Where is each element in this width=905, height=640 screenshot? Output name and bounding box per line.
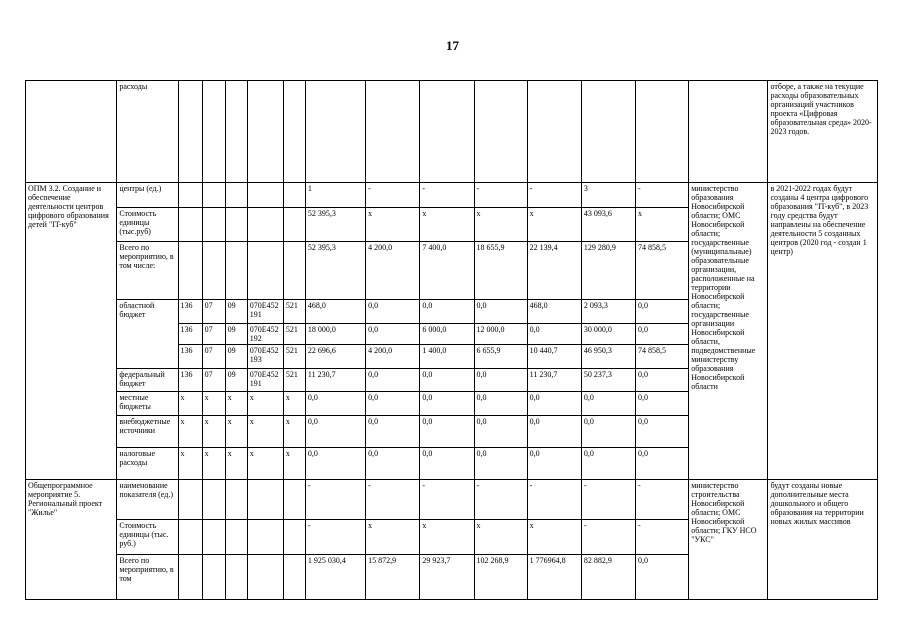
indicator-cell: Стоимость единицы (тыс. руб.)	[117, 520, 178, 555]
value-cell: 0,0	[305, 392, 365, 416]
value-cell: x	[474, 520, 527, 555]
value-cell: 0,0	[474, 392, 527, 416]
value-cell: 468,0	[527, 300, 581, 324]
indicator-cell: Стоимость единицы (тыс.руб)	[117, 208, 178, 242]
kbk-cell: 136	[178, 369, 202, 392]
value-cell: 0,0	[474, 416, 527, 448]
result-cell: в 2021-2022 годах будут созданы 4 центра цифрового образования "IT-куб", в 2023 году средства будут направлены на обеспечение деятельности 5 созданных центров (2020 год - создан 1 центр)	[768, 183, 878, 480]
value-cell: -	[420, 480, 474, 520]
indicator-cell: федеральный бюджет	[117, 369, 178, 392]
kbk-cell: x	[202, 448, 225, 480]
event-name-cell: ОПМ 3.2. Создание и обеспечение деятельности центров цифрового образования детей "IT-куб"	[26, 183, 117, 480]
kbk-cell: 136	[178, 300, 202, 324]
indicator-cell: Всего по мероприятию, в том	[117, 555, 178, 600]
kbk-cell	[202, 520, 225, 555]
kbk-cell: 07	[202, 369, 225, 392]
kbk-cell: 136	[178, 324, 202, 345]
value-cell: 4 200,0	[366, 242, 420, 300]
kbk-cell: 521	[283, 300, 305, 324]
value-cell: 0,0	[636, 555, 689, 600]
value-cell: 0,0	[366, 300, 420, 324]
value-cell: -	[581, 480, 635, 520]
value-cell: 18 000,0	[305, 324, 365, 345]
value-cell: 6 000,0	[420, 324, 474, 345]
value-cell: 11 230,7	[305, 369, 365, 392]
kbk-cell	[225, 183, 247, 208]
value-cell: x	[420, 520, 474, 555]
value-cell: 52 395,3	[305, 242, 365, 300]
value-cell: 0,0	[636, 300, 689, 324]
value-cell: 1 400,0	[420, 345, 474, 369]
value-cell: 18 655,9	[474, 242, 527, 300]
value-cell: 0,0	[636, 448, 689, 480]
value-cell: -	[305, 480, 365, 520]
value-cell: 1 925 030,4	[305, 555, 365, 600]
result-cell: отборе, а также на текущие расходы образовательных организаций участников проекта «Цифровая образовательная среда» 2020-2023 годов.	[768, 81, 878, 183]
value-cell	[581, 81, 635, 183]
executor-cell: министерство образования Новосибирской области; ОМС Новосибирской области; государственные (муниципальные) образовательные организации, расположенные на территории Новосибирской области; государственные организации Новосибирской области, подведомственные министерству образования Новосибирской области	[689, 183, 768, 480]
value-cell: 0,0	[420, 448, 474, 480]
value-cell: 7 400,0	[420, 242, 474, 300]
table-row	[26, 81, 878, 183]
kbk-cell: x	[225, 448, 247, 480]
value-cell: x	[420, 208, 474, 242]
kbk-cell	[202, 183, 225, 208]
value-cell: 82 882,9	[581, 555, 635, 600]
kbk-cell: 07	[202, 324, 225, 345]
value-cell: 0,0	[366, 448, 420, 480]
indicator-cell: налоговые расходы	[117, 448, 178, 480]
kbk-cell: x	[225, 416, 247, 448]
kbk-cell: x	[283, 392, 305, 416]
kbk-cell: 070E452191	[247, 300, 283, 324]
kbk-cell: x	[178, 448, 202, 480]
kbk-cell	[202, 81, 225, 183]
value-cell: 0,0	[366, 324, 420, 345]
indicator-cell: областной бюджет	[117, 300, 178, 369]
kbk-cell: x	[247, 448, 283, 480]
page-number: 17	[446, 38, 459, 53]
value-cell: 10 440,7	[527, 345, 581, 369]
kbk-cell	[178, 183, 202, 208]
kbk-cell	[225, 555, 247, 600]
kbk-cell: 09	[225, 369, 247, 392]
value-cell: 6 655,9	[474, 345, 527, 369]
value-cell: -	[305, 520, 365, 555]
executor-cell: министерство строительства Новосибирской области; ОМС Новосибирской области; ГКУ НСО "УКС"	[689, 480, 768, 600]
value-cell: 102 268,9	[474, 555, 527, 600]
value-cell: -	[366, 480, 420, 520]
value-cell: 0,0	[420, 392, 474, 416]
value-cell: 11 230,7	[527, 369, 581, 392]
kbk-cell	[202, 555, 225, 600]
kbk-cell	[225, 242, 247, 300]
kbk-cell: 09	[225, 300, 247, 324]
value-cell: 74 858,5	[636, 242, 689, 300]
value-cell: 43 093,6	[581, 208, 635, 242]
value-cell: 0,0	[474, 300, 527, 324]
value-cell: 0,0	[636, 392, 689, 416]
kbk-cell: x	[178, 392, 202, 416]
kbk-cell	[178, 520, 202, 555]
value-cell: 0,0	[420, 416, 474, 448]
value-cell: 29 923,7	[420, 555, 474, 600]
value-cell: 22 139,4	[527, 242, 581, 300]
kbk-cell: x	[283, 416, 305, 448]
kbk-cell	[283, 480, 305, 520]
kbk-cell	[283, 183, 305, 208]
value-cell: -	[636, 480, 689, 520]
value-cell	[366, 81, 420, 183]
kbk-cell: 070E452193	[247, 345, 283, 369]
value-cell: 0,0	[474, 369, 527, 392]
kbk-cell: 09	[225, 324, 247, 345]
value-cell: 0,0	[527, 324, 581, 345]
value-cell: -	[474, 480, 527, 520]
kbk-cell	[283, 242, 305, 300]
value-cell	[527, 81, 581, 183]
kbk-cell	[202, 480, 225, 520]
event-name-cell: Общепрограммное мероприятие 5. Региональный проект "Жилье"	[26, 480, 117, 600]
kbk-cell: 07	[202, 300, 225, 324]
value-cell: -	[420, 183, 474, 208]
indicator-cell: наименование показателя (ед.)	[117, 480, 178, 520]
value-cell: 129 280,9	[581, 242, 635, 300]
kbk-cell	[283, 208, 305, 242]
value-cell: 0,0	[581, 416, 635, 448]
kbk-cell: 521	[283, 324, 305, 345]
kbk-cell	[178, 480, 202, 520]
table-row	[26, 183, 878, 208]
value-cell: 15 872,9	[366, 555, 420, 600]
kbk-cell	[225, 480, 247, 520]
value-cell: 30 000,0	[581, 324, 635, 345]
table-row	[26, 480, 878, 520]
kbk-cell: x	[202, 416, 225, 448]
kbk-cell	[283, 520, 305, 555]
value-cell: -	[474, 183, 527, 208]
indicator-cell: Всего по мероприятию, в том числе:	[117, 242, 178, 300]
value-cell: 22 696,6	[305, 345, 365, 369]
value-cell: 3	[581, 183, 635, 208]
value-cell: 0,0	[305, 448, 365, 480]
budget-table	[25, 80, 878, 600]
kbk-cell	[225, 208, 247, 242]
value-cell: 0,0	[581, 448, 635, 480]
value-cell: 50 237,3	[581, 369, 635, 392]
kbk-cell: 070E452192	[247, 324, 283, 345]
kbk-cell	[178, 81, 202, 183]
value-cell: 1	[305, 183, 365, 208]
kbk-cell: 521	[283, 369, 305, 392]
kbk-cell	[247, 555, 283, 600]
kbk-cell	[283, 81, 305, 183]
value-cell: 0,0	[527, 416, 581, 448]
value-cell: 0,0	[527, 448, 581, 480]
kbk-cell	[247, 480, 283, 520]
value-cell	[420, 81, 474, 183]
kbk-cell	[247, 183, 283, 208]
value-cell: 74 858,5	[636, 345, 689, 369]
value-cell: x	[527, 520, 581, 555]
value-cell: 0,0	[366, 369, 420, 392]
kbk-cell: x	[283, 448, 305, 480]
value-cell: -	[581, 520, 635, 555]
value-cell: -	[636, 183, 689, 208]
kbk-cell: 521	[283, 345, 305, 369]
kbk-cell: x	[247, 392, 283, 416]
executor-cell	[689, 81, 768, 183]
event-name-cell	[26, 81, 117, 183]
kbk-cell: 136	[178, 345, 202, 369]
kbk-cell: x	[247, 416, 283, 448]
value-cell: x	[636, 208, 689, 242]
value-cell	[305, 81, 365, 183]
value-cell: 52 395,3	[305, 208, 365, 242]
kbk-cell	[202, 208, 225, 242]
value-cell: 0,0	[366, 416, 420, 448]
value-cell: 1 776964,8	[527, 555, 581, 600]
value-cell	[474, 81, 527, 183]
kbk-cell: 070E452191	[247, 369, 283, 392]
value-cell: 0,0	[636, 369, 689, 392]
value-cell: x	[366, 208, 420, 242]
value-cell: 0,0	[636, 324, 689, 345]
value-cell: -	[527, 480, 581, 520]
kbk-cell: 09	[225, 345, 247, 369]
value-cell: 468,0	[305, 300, 365, 324]
kbk-cell	[283, 555, 305, 600]
kbk-cell: 07	[202, 345, 225, 369]
kbk-cell	[178, 208, 202, 242]
kbk-cell	[225, 81, 247, 183]
value-cell: 0,0	[527, 392, 581, 416]
value-cell: 12 000,0	[474, 324, 527, 345]
kbk-cell	[247, 520, 283, 555]
indicator-cell: центры (ед.)	[117, 183, 178, 208]
result-cell: будут созданы новые дополнительные места дошкольного и общего образования на территории новых жилых массивов	[768, 480, 878, 600]
kbk-cell	[225, 520, 247, 555]
value-cell: x	[527, 208, 581, 242]
value-cell: 2 093,3	[581, 300, 635, 324]
kbk-cell	[247, 81, 283, 183]
value-cell: -	[366, 183, 420, 208]
value-cell	[636, 81, 689, 183]
value-cell: -	[636, 520, 689, 555]
value-cell: 0,0	[305, 416, 365, 448]
value-cell: 0,0	[474, 448, 527, 480]
kbk-cell	[178, 555, 202, 600]
value-cell: x	[366, 520, 420, 555]
value-cell: 46 950,3	[581, 345, 635, 369]
indicator-cell: расходы	[117, 81, 178, 183]
kbk-cell	[247, 208, 283, 242]
kbk-cell: x	[202, 392, 225, 416]
kbk-cell	[202, 242, 225, 300]
indicator-cell: местные бюджеты	[117, 392, 178, 416]
value-cell: 0,0	[636, 416, 689, 448]
value-cell: -	[527, 183, 581, 208]
kbk-cell	[178, 242, 202, 300]
kbk-cell: x	[225, 392, 247, 416]
value-cell: x	[474, 208, 527, 242]
value-cell: 0,0	[366, 392, 420, 416]
value-cell: 0,0	[420, 369, 474, 392]
value-cell: 0,0	[420, 300, 474, 324]
kbk-cell	[247, 242, 283, 300]
indicator-cell: внебюджетные источники	[117, 416, 178, 448]
kbk-cell: x	[178, 416, 202, 448]
value-cell: 4 200,0	[366, 345, 420, 369]
value-cell: 0,0	[581, 392, 635, 416]
